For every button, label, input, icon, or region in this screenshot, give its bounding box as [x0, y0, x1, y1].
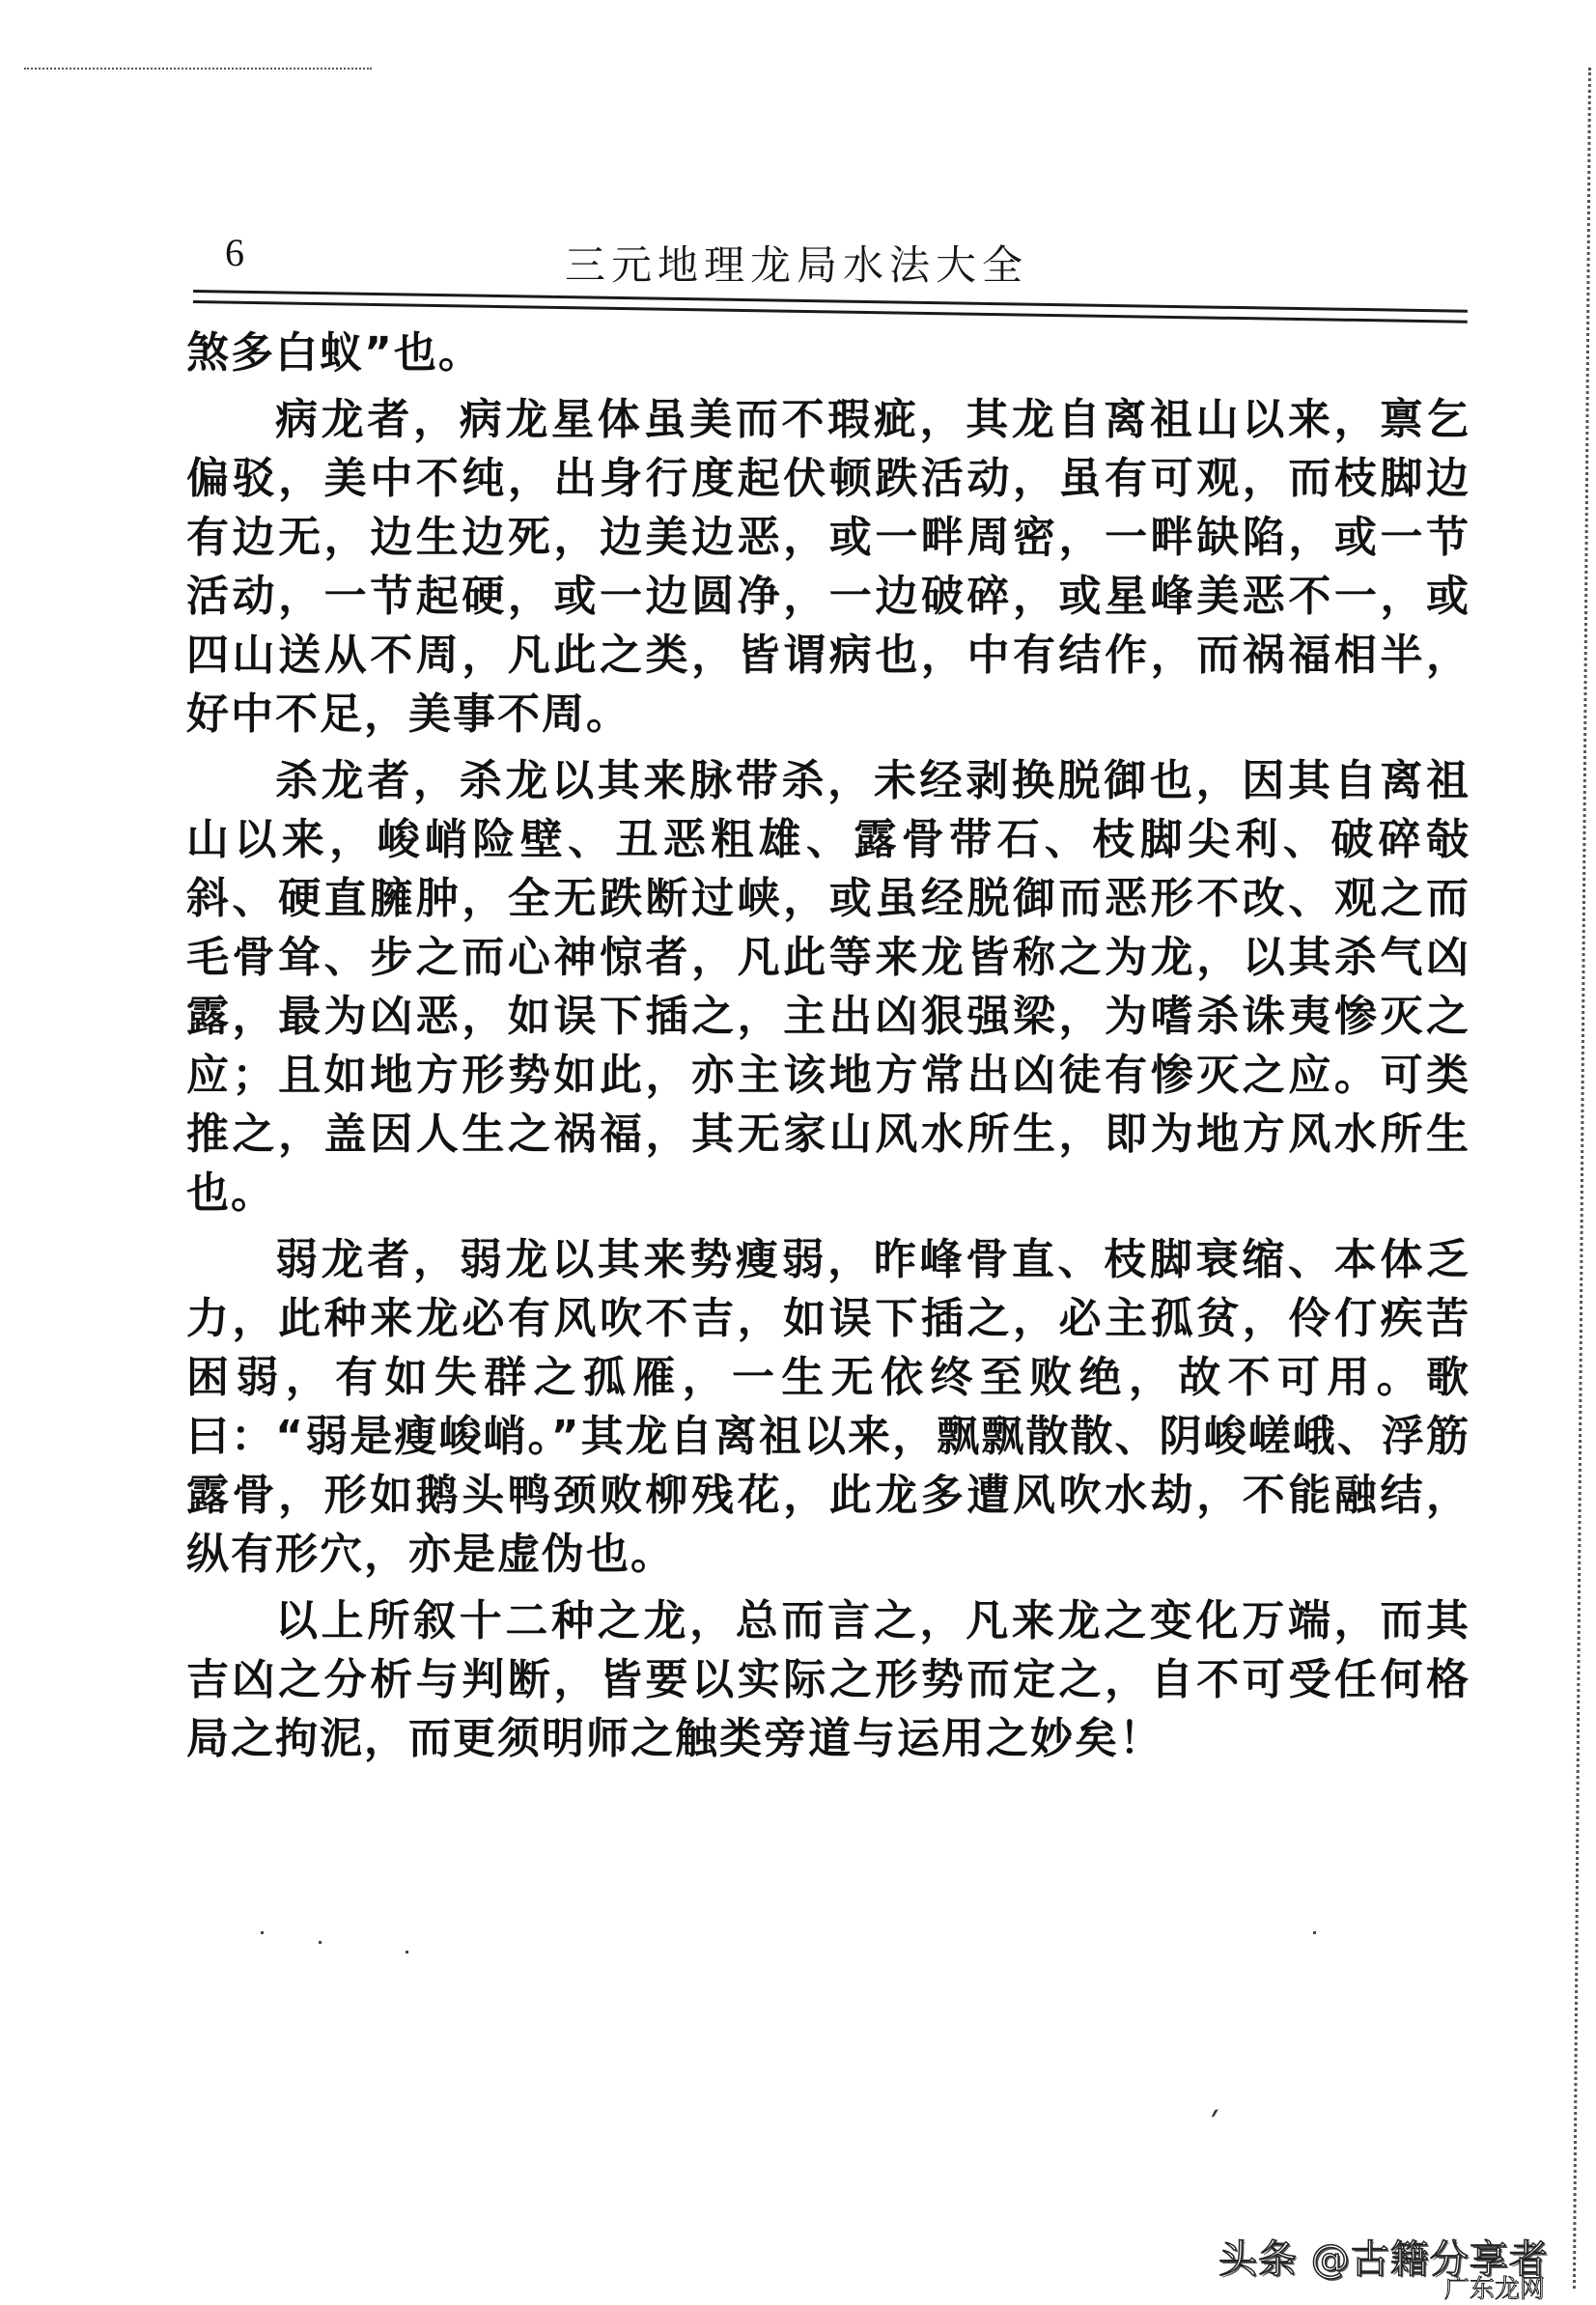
stray-pen-mark: ˊ — [1203, 2105, 1228, 2149]
watermark-toutiao: 头条 @古籍分享者 — [1218, 2237, 1549, 2282]
page-header — [193, 230, 1439, 288]
scan-speck — [406, 1951, 408, 1954]
scan-edge-dots-right — [1573, 68, 1591, 2289]
scan-speck — [1313, 1931, 1316, 1934]
page-number: 6 — [225, 231, 244, 274]
scan-speck — [261, 1931, 264, 1934]
watermark-site: 广东龙网 — [1444, 2275, 1546, 2304]
paragraph-weak-dragon: 弱龙者，弱龙以其来势瘦弱，昨峰骨直、枝脚衰缩、本体乏力，此种来龙必有风吹不吉，如误下插之，必主孤贫，伶仃疾苦困弱，有如失群之孤雁，一生无依终至败绝，故不可用。歌曰：“弱是瘦峻峭。”其龙自离祖以来，飘飘散散、阴峻嵯峨、浮筋露骨，形如鹅头鸭颈败柳残花，此龙多遭风吹水劫，不能融结，纵有形穴，亦是虚伪也。 — [186, 1235, 1470, 1579]
paragraph-summary: 以上所叙十二种之龙，总而言之，凡来龙之变化万端，而其吉凶之分析与判断，皆要以实际之形势而定之，自不可受任何格局之拘泥，而更须明师之触类旁道与运用之妙矣！ — [186, 1596, 1470, 1763]
scan-speck — [319, 1941, 322, 1944]
paragraph-continuation: 煞多白蚁”也。 — [186, 328, 483, 378]
paragraph-killing-dragon: 杀龙者，杀龙以其来脉带杀，未经剥换脱御也，因其自离祖山以来，峻峭险壁、丑恶粗雄、露骨带石、枝脚尖利、破碎敧斜、硬直臃肿，全无跌断过峡，或虽经脱御而恶形不改、观之而毛骨耸、步之而心神惊者，凡此等来龙皆称之为龙，以其杀气凶露，最为凶恶，如误下插之，主出凶狠强梁，为嗜杀诛夷惨灭之应；且如地方形势如此，亦主该地方常出凶徒有惨灭之应。可类推之，盖因人生之祸福，其无家山风水所生，即为地方风水所生也。 — [186, 756, 1470, 1218]
header-double-rule — [193, 290, 1468, 323]
scan-edge-dots-top — [24, 68, 372, 70]
body-text — [186, 323, 1470, 1768]
paragraph-sick-dragon: 病龙者，病龙星体虽美而不瑕疵，其龙自离祖山以来，禀乞偏驳，美中不纯，出身行度起伏顿跌活动，虽有可观，而枝脚边有边无，边生边死，边美边恶，或一畔周密，一畔缺陷，或一节活动，一节起硬，或一边圆净，一边破碎，或星峰美恶不一，或四山送从不周，凡此之类，皆谓病也，中有结作，而祸福相半，好中不足，美事不周。 — [186, 395, 1470, 739]
running-title: 三元地理龙局水法大全 — [565, 241, 1029, 289]
